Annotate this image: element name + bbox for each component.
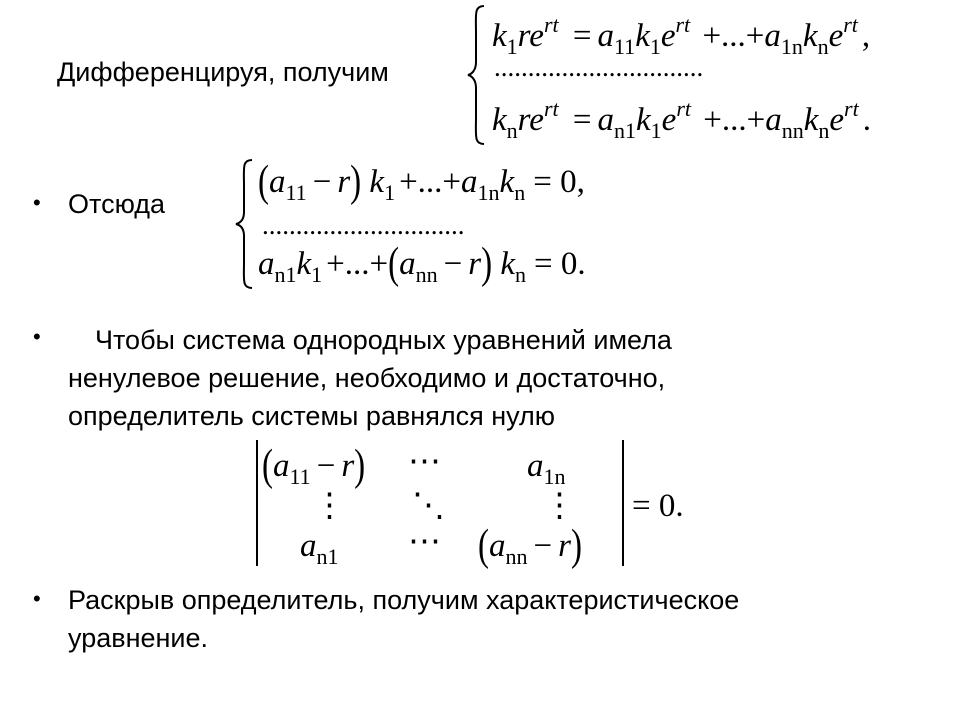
det-cell-21: ⋮ [313,488,346,524]
det-cell-22: ⋱ [412,488,445,524]
conclusion-line-1: Раскрыв определитель, получим характеристическое [68,585,740,615]
system-row-1: $(a_{11} - r)$ $k_1 +...+a_{1n}k_n = 0$, [258,157,585,207]
condition-line-1: Чтобы система однородных уравнений имела [95,325,672,355]
differentiating-label: Дифференцируя, получим [57,57,389,87]
det-equals-zero: = 0. [632,488,684,524]
det-right-bar [622,440,626,566]
det-cell-33: $(a_{nn} - r)$ [478,521,582,571]
system-row-2: $a_{n1}k_1 +...+(a_{nn} - r) k_n = 0$. [258,239,586,289]
bullet-1: • [33,190,41,215]
det-cell-12: ⋯ [408,444,441,480]
condition-line-2: ненулевое решение, необходимо и достаточно, [68,363,666,393]
det-cell-11: $(a_{11} - r)$ [262,441,366,491]
det-cell-31: $a_{n1}$ [300,528,339,569]
det-cell-23: ⋮ [543,488,576,524]
system-brace-2 [236,158,256,290]
bullet-3: • [33,586,41,611]
det-cell-13: $a_{1n}$ [527,448,566,489]
dots-line-1: ............................... [494,52,704,82]
det-left-bar [256,440,260,566]
conclusion-line-2: уравнение. [68,623,209,653]
det-cell-32: ⋯ [408,524,441,560]
equation-row-1: $k_1re^{rt} = a_{11}k_1e^{rt} +...+a_{1n}k_ne^{rt}$ , [492,12,871,59]
hence-label: Отсюда [68,189,165,219]
bullet-2: • [33,324,41,349]
condition-line-3: определитель системы равнялся нулю [68,401,556,431]
system-brace-1 [468,4,488,146]
equation-row-2: $k_nre^{rt} = a_{n1}k_1e^{rt} +...+a_{nn}k_ne^{rt}$ . [492,96,871,143]
dots-line-2: .............................. [262,210,465,240]
